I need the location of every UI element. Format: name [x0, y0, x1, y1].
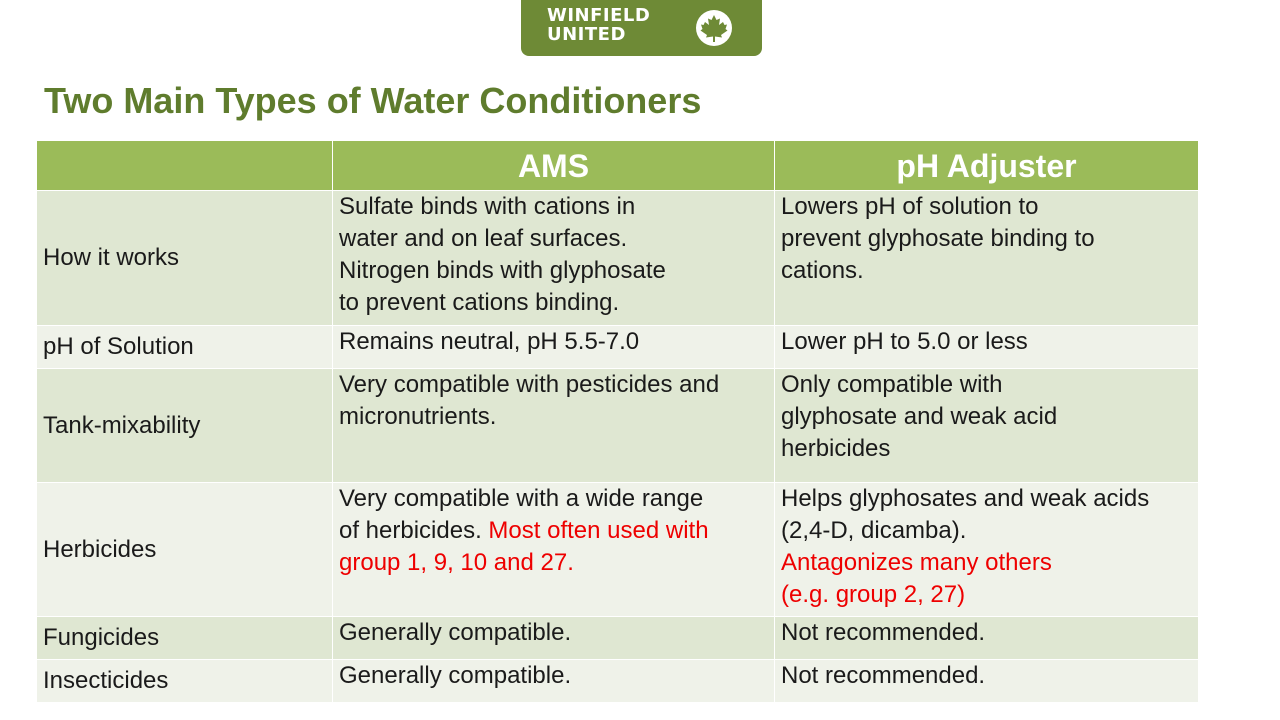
row-label-ph-of-solution: pH of Solution [37, 326, 333, 369]
row-label-fungicides: Fungicides [37, 617, 333, 660]
table-row [37, 326, 1199, 369]
table-header-row [37, 141, 1199, 191]
cell-line [339, 515, 768, 547]
cell-line: prevent glyphosate binding to [781, 225, 1095, 252]
cell-line: herbicides [781, 435, 891, 462]
cell-line: Very compatible with pesticides and [339, 371, 720, 398]
maple-leaf-icon [696, 10, 732, 46]
ph-adjuster-cell [775, 369, 1199, 483]
slide-title: Two Main Types of Water Conditioners [44, 80, 702, 121]
logo-line-1: WINFIELD [547, 5, 651, 26]
row-label-insecticides: Insecticides [37, 660, 333, 703]
cell-warning-text: group 1, 9, 10 and 27. [339, 549, 574, 576]
cell-line: water and on leaf surfaces. [339, 225, 628, 252]
cell-line: glyphosate and weak acid [781, 403, 1058, 430]
row-label-how-it-works: How it works [37, 191, 333, 326]
cell-line: Nitrogen binds with glyphosate [339, 257, 666, 284]
header-empty-cell [37, 141, 333, 191]
header-ams: AMS [333, 141, 775, 191]
cell-warning-text: Most often used with [488, 517, 709, 544]
ams-cell: Generally compatible. [333, 617, 775, 660]
ph-adjuster-cell: Not recommended. [775, 617, 1199, 660]
cell-line: Lower pH to 5.0 or less [781, 328, 1028, 355]
logo-wordmark [547, 6, 650, 44]
table-row [37, 483, 1199, 617]
ph-adjuster-cell [775, 326, 1199, 369]
header-ph-adjuster: pH Adjuster [775, 141, 1199, 191]
ph-adjuster-cell: Not recommended. [775, 660, 1199, 703]
cell-line: (2,4-D, dicamba). [781, 517, 967, 544]
table-row [37, 191, 1199, 326]
maple-leaf-glyph [696, 10, 732, 46]
ams-cell [333, 369, 775, 483]
cell-line: micronutrients. [339, 403, 497, 430]
table-row [37, 660, 1199, 703]
cell-line: Remains neutral, pH 5.5-7.0 [339, 328, 640, 355]
winfield-united-logo [521, 0, 762, 56]
cell-line: cations. [781, 257, 864, 284]
row-label-herbicides: Herbicides [37, 483, 333, 617]
ams-cell [333, 326, 775, 369]
ph-adjuster-cell [775, 483, 1199, 617]
cell-text: of herbicides. [339, 517, 489, 544]
row-label-tank-mixability: Tank-mixability [37, 369, 333, 483]
table-row [37, 369, 1199, 483]
cell-warning-text: (e.g. group 2, 27) [781, 581, 966, 608]
ph-adjuster-cell [775, 191, 1199, 326]
cell-line: Lowers pH of solution to [781, 193, 1039, 220]
cell-line: Sulfate binds with cations in [339, 193, 636, 220]
ams-cell [333, 483, 775, 617]
cell-line: Helps glyphosates and weak acids [781, 485, 1150, 512]
cell-line: Only compatible with [781, 371, 1003, 398]
logo-line-2: UNITED [547, 24, 626, 45]
cell-line: to prevent cations binding. [339, 289, 620, 316]
cell-warning-text: Antagonizes many others [781, 549, 1052, 576]
cell-line: Very compatible with a wide range [339, 485, 704, 512]
comparison-table [36, 140, 1199, 703]
ams-cell [333, 191, 775, 326]
table-row [37, 617, 1199, 660]
ams-cell: Generally compatible. [333, 660, 775, 703]
